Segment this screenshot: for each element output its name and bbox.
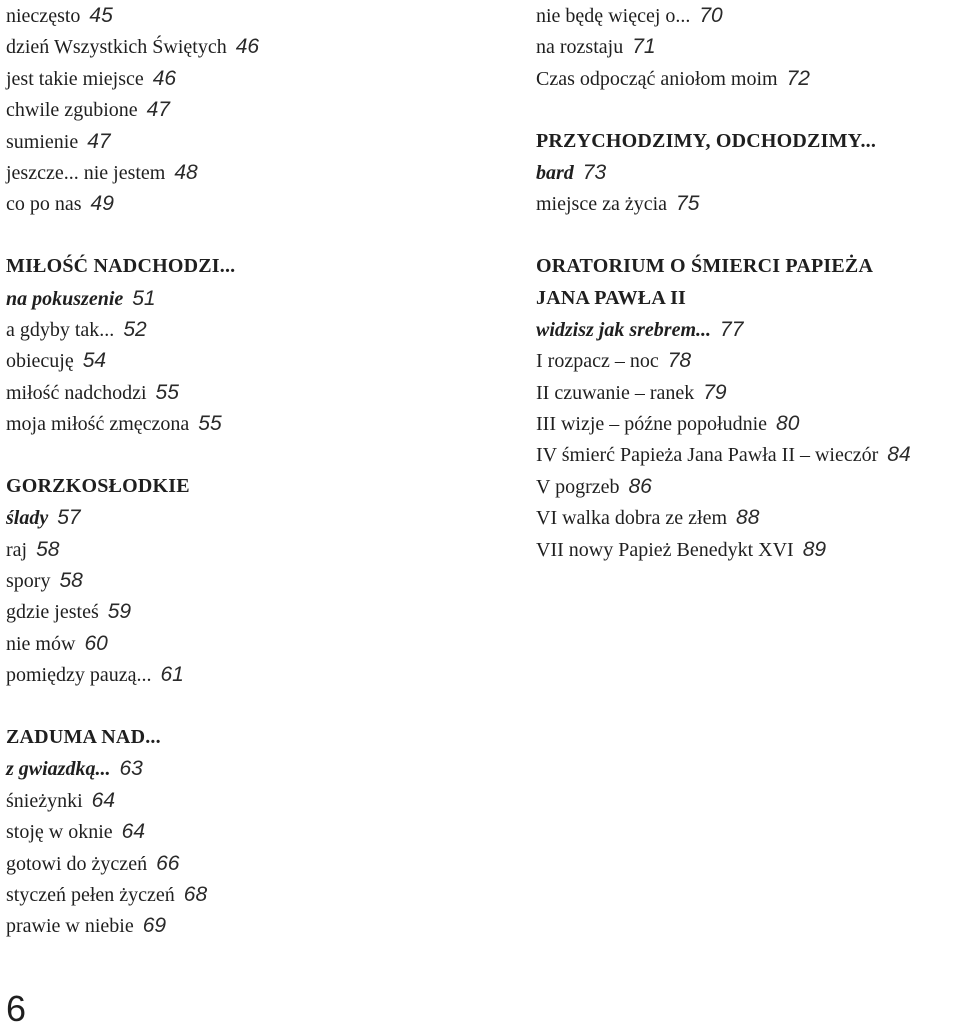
entry-title: IV śmierć Papieża Jana Pawła II – wieczór — [536, 444, 879, 467]
section-title: GORZKOSŁODKIE — [6, 474, 190, 497]
entry-page-number: 73 — [582, 160, 607, 184]
entry-title: nie mów — [6, 632, 76, 655]
entry-title: widzisz jak srebrem... — [536, 318, 712, 341]
toc-section — [536, 0, 960, 94]
toc-section — [6, 0, 476, 220]
entry-title: na pokuszenie — [6, 287, 124, 310]
toc-entry — [6, 0, 476, 31]
entry-title: II czuwanie – ranek — [536, 381, 695, 404]
entry-title: gotowi do życzeń — [6, 852, 148, 875]
toc-entry — [536, 502, 960, 533]
entry-page-number: 84 — [887, 443, 911, 467]
entry-title: na rozstaju — [536, 36, 624, 59]
entry-title: VII nowy Papież Benedykt XVI — [536, 538, 794, 561]
section-title: ORATORIUM O ŚMIERCI PAPIEŻA — [536, 255, 874, 278]
toc-entry — [6, 502, 476, 533]
entry-title: jeszcze... nie jestem — [6, 161, 166, 184]
toc-entry — [6, 408, 476, 439]
entry-title: nie będę więcej o... — [536, 5, 691, 27]
entry-page-number: 55 — [198, 412, 222, 436]
section-spacer — [536, 94, 960, 125]
toc-entry — [6, 628, 476, 659]
entry-title: prawie w niebie — [6, 915, 134, 938]
entry-page-number: 51 — [132, 286, 156, 310]
toc-entry — [6, 314, 476, 345]
toc-entry — [6, 94, 476, 125]
entry-title: gdzie jesteś — [6, 601, 99, 624]
section-spacer — [6, 220, 476, 251]
entry-title: pomiędzy pauzą... — [6, 664, 152, 687]
toc-entry — [536, 188, 960, 219]
entry-page-number: 47 — [146, 98, 170, 122]
entry-title: VI walka dobra ze złem — [536, 507, 728, 530]
toc-section — [536, 251, 960, 565]
entry-title: jest takie miejsce — [6, 67, 144, 90]
entry-title: dzień Wszystkich Świętych — [6, 36, 227, 59]
entry-page-number: 64 — [91, 788, 116, 812]
entry-page-number: 47 — [87, 129, 111, 153]
entry-title: spory — [6, 570, 51, 593]
entry-title: stoję w oknie — [6, 821, 113, 844]
entry-page-number: 72 — [786, 66, 810, 90]
entry-page-number: 80 — [776, 412, 800, 436]
toc-entry — [536, 314, 960, 345]
entry-title: nieczęsto — [6, 5, 81, 27]
entry-page-number: 63 — [119, 757, 143, 781]
entry-page-number: 46 — [152, 66, 177, 90]
toc-entry — [6, 157, 476, 188]
toc-section — [6, 722, 476, 942]
entry-title: miłość nadchodzi — [6, 381, 147, 404]
entry-page-number: 54 — [82, 349, 107, 373]
entry-page-number: 66 — [156, 851, 180, 875]
toc-entry — [6, 879, 476, 910]
toc-entry — [6, 345, 476, 376]
entry-title: chwile zgubione — [6, 99, 138, 122]
entry-page-number: 86 — [628, 474, 652, 498]
entry-page-number: 55 — [155, 380, 179, 404]
toc-entry — [6, 785, 476, 816]
section-title: PRZYCHODZIMY, ODCHODZIMY... — [536, 129, 877, 152]
entry-title: III wizje – późne popołudnie — [536, 413, 768, 436]
entry-title: V pogrzeb — [536, 475, 620, 498]
entry-title: a gdyby tak... — [6, 318, 115, 341]
entry-page-number: 48 — [174, 160, 198, 184]
toc-entry — [6, 534, 476, 565]
toc-entry — [6, 753, 476, 784]
toc-entry — [6, 31, 476, 62]
toc-entry — [536, 439, 960, 470]
toc-entry — [6, 816, 476, 847]
entry-page-number: 88 — [736, 506, 760, 530]
entry-page-number: 64 — [121, 820, 146, 844]
entry-title: z gwiazdką... — [6, 758, 111, 781]
toc-entry — [6, 565, 476, 596]
entry-page-number: 78 — [667, 349, 692, 373]
toc-right-column — [536, 0, 960, 565]
entry-page-number: 68 — [183, 882, 208, 906]
section-title: ZADUMA NAD... — [6, 725, 161, 748]
section-spacer — [536, 220, 960, 251]
toc-section — [536, 126, 960, 220]
page-number: 6 — [6, 988, 27, 1029]
toc-entry — [536, 408, 960, 439]
entry-page-number: 77 — [720, 317, 744, 341]
entry-page-number: 79 — [703, 380, 727, 404]
toc-entry — [536, 345, 960, 376]
entry-page-number: 57 — [57, 506, 81, 530]
entry-page-number: 75 — [676, 192, 700, 216]
entry-page-number: 52 — [123, 317, 147, 341]
toc-section — [6, 251, 476, 439]
entry-title: moja miłość zmęczona — [6, 413, 190, 436]
toc-left-column — [6, 0, 476, 942]
entry-title: śnieżynki — [6, 789, 83, 812]
entry-title: raj — [6, 538, 28, 561]
section-title-line2: JANA PAWŁA II — [536, 286, 687, 309]
toc-entry — [536, 31, 960, 62]
toc-entry — [6, 283, 476, 314]
entry-page-number: 49 — [90, 192, 114, 216]
entry-page-number: 60 — [84, 631, 108, 655]
entry-page-number: 58 — [36, 537, 60, 561]
entry-title: sumienie — [6, 130, 79, 153]
toc-entry — [536, 63, 960, 94]
toc-entry — [536, 157, 960, 188]
toc-entry — [6, 377, 476, 408]
toc-entry — [6, 126, 476, 157]
entry-page-number: 45 — [89, 4, 113, 27]
entry-title: styczeń pełen życzeń — [6, 883, 175, 906]
entry-page-number: 89 — [802, 537, 827, 561]
toc-entry — [536, 471, 960, 502]
entry-page-number: 61 — [160, 663, 184, 687]
entry-title: co po nas — [6, 193, 82, 216]
entry-title: obiecuję — [6, 350, 74, 373]
toc-entry — [6, 596, 476, 627]
entry-title: miejsce za życia — [536, 193, 668, 216]
toc-entry — [6, 848, 476, 879]
section-spacer — [6, 691, 476, 722]
section-title: MIŁOŚĆ NADCHODZI... — [6, 255, 236, 278]
toc-entry — [536, 0, 960, 31]
entry-title: ślady — [6, 507, 49, 530]
toc-section — [6, 471, 476, 691]
entry-page-number: 58 — [59, 569, 83, 593]
entry-page-number: 69 — [142, 914, 167, 938]
toc-entry — [6, 188, 476, 219]
toc-entry — [536, 377, 960, 408]
toc-entry — [6, 63, 476, 94]
entry-page-number: 59 — [107, 600, 132, 624]
entry-page-number: 71 — [632, 35, 656, 59]
entry-title: bard — [536, 161, 574, 184]
entry-page-number: 70 — [699, 4, 723, 27]
entry-title: I rozpacz – noc — [536, 350, 659, 373]
section-spacer — [6, 439, 476, 470]
toc-entry — [6, 659, 476, 690]
toc-entry — [536, 534, 960, 565]
entry-page-number: 46 — [235, 35, 260, 59]
toc-entry — [6, 910, 476, 941]
entry-title: Czas odpocząć aniołom moim — [536, 67, 778, 90]
